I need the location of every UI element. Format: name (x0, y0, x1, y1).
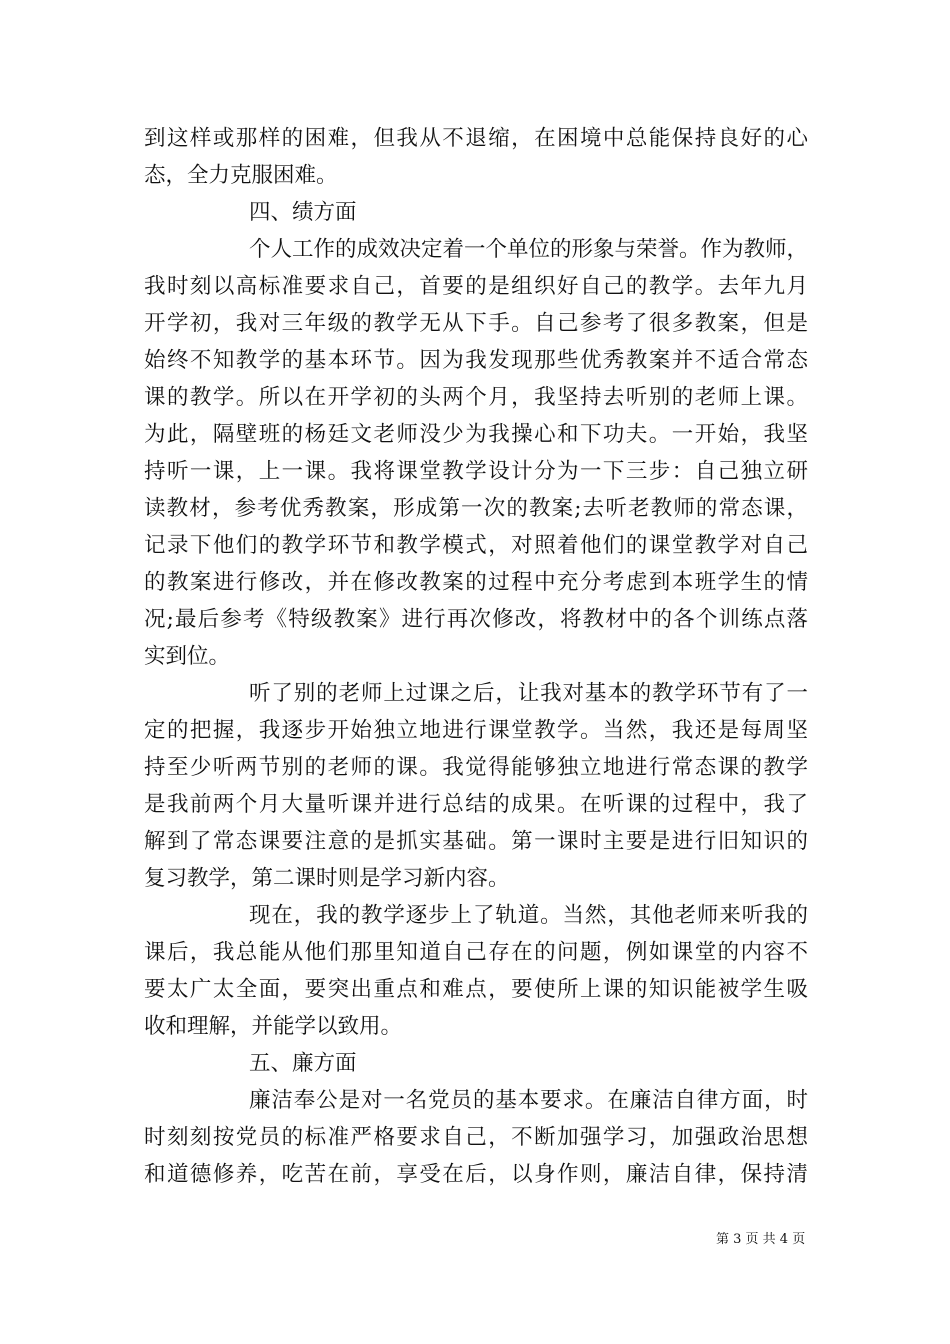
text-line: 五、廉方面 (249, 1051, 357, 1076)
text-line: 读教材，参考优秀教案，形成第一次的教案;去听老教师的常态课， (144, 496, 808, 521)
text-line: 始终不知教学的基本环节。因为我发现那些优秀教案并不适合常态 (144, 348, 808, 373)
page-number-footer: 第 3 页 共 4 页 (716, 1232, 806, 1247)
text-line: 课后，我总能从他们那里知道自己存在的问题，例如课堂的内容不 (144, 940, 808, 965)
text-line: 持听一课，上一课。我将课堂教学设计分为一下三步：自己独立研 (144, 459, 808, 484)
text-line: 是我前两个月大量听课并进行总结的成果。在听课的过程中，我了 (144, 792, 808, 817)
text-line: 收和理解，并能学以致用。 (144, 1014, 403, 1039)
text-line: 个人工作的成效决定着一个单位的形象与荣誉。作为教师， (249, 237, 809, 262)
text-line: 课的教学。所以在开学初的头两个月，我坚持去听别的老师上课。 (144, 385, 808, 410)
text-line: 的教案进行修改，并在修改教案的过程中充分考虑到本班学生的情 (144, 570, 808, 595)
document-page (144, 120, 808, 1193)
text-line: 和道德修养，吃苦在前，享受在后，以身作则，廉洁自律，保持清 (144, 1162, 808, 1187)
text-line: 解到了常态课要注意的是抓实基础。第一课时主要是进行旧知识的 (144, 829, 808, 854)
text-line: 要太广太全面，要突出重点和难点，要使所上课的知识能被学生吸 (144, 977, 808, 1002)
text-line: 持至少听两节别的老师的课。我觉得能够独立地进行常态课的教学 (144, 755, 808, 780)
text-line: 态，全力克服困难。 (144, 163, 338, 188)
text-line: 听了别的老师上过课之后，让我对基本的教学环节有了一 (249, 681, 808, 706)
text-line: 复习教学，第二课时则是学习新内容。 (144, 866, 510, 891)
text-line: 定的把握，我逐步开始独立地进行课堂教学。当然，我还是每周坚 (144, 718, 808, 743)
text-line: 为此，隔壁班的杨廷文老师没少为我操心和下功夫。一开始，我坚 (144, 422, 808, 447)
text-line: 廉洁奉公是对一名党员的基本要求。在廉洁自律方面，时 (249, 1088, 808, 1113)
text-line: 时刻刻按党员的标准严格要求自己，不断加强学习，加强政治思想 (144, 1125, 808, 1150)
text-line: 实到位。 (144, 644, 231, 669)
text-line: 到这样或那样的困难，但我从不退缩，在困境中总能保持良好的心 (144, 126, 808, 151)
text-line: 我时刻以高标准要求自己，首要的是组织好自己的教学。去年九月 (144, 274, 808, 299)
text-line: 况;最后参考《特级教案》进行再次修改，将教材中的各个训练点落 (144, 607, 808, 632)
text-line: 现在，我的教学逐步上了轨道。当然，其他老师来听我的 (249, 903, 808, 928)
text-line: 四、绩方面 (249, 200, 357, 225)
text-line: 记录下他们的教学环节和教学模式，对照着他们的课堂教学对自己 (144, 533, 808, 558)
text-line: 开学初，我对三年级的教学无从下手。自己参考了很多教案，但是 (144, 311, 808, 336)
